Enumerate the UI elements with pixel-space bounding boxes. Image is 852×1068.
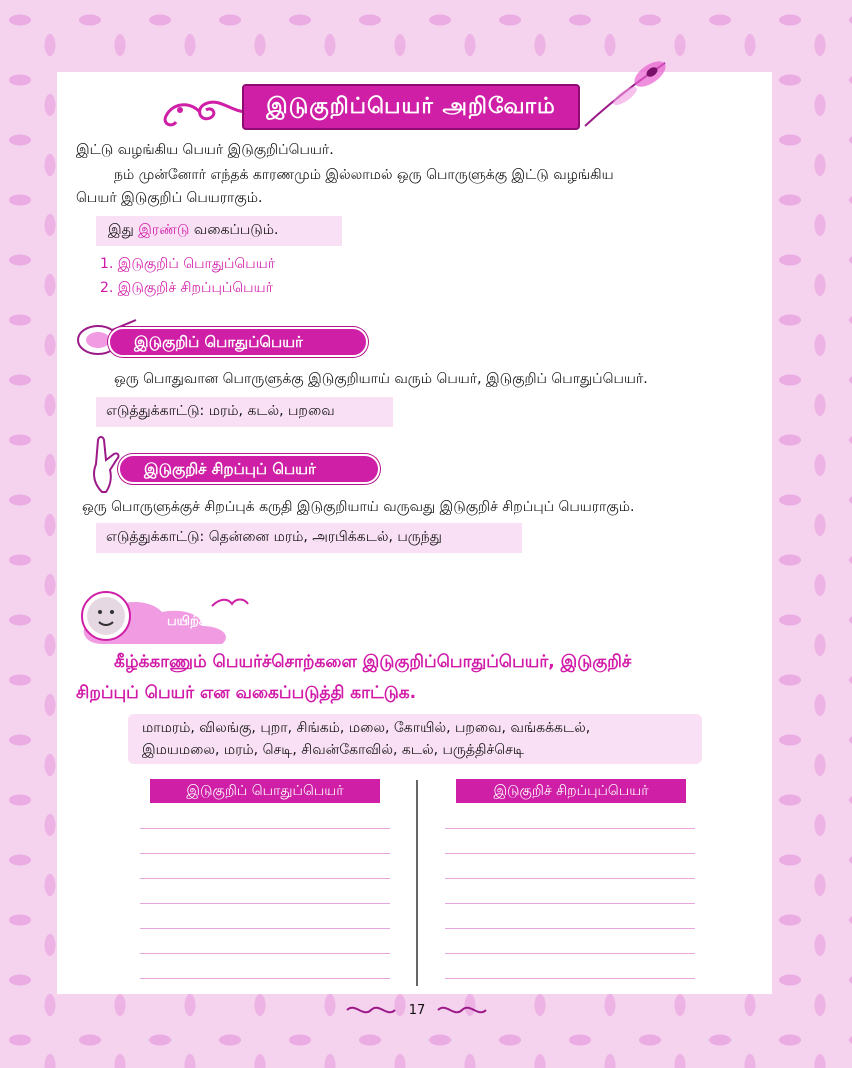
definition-text: ஒரு பொதுவான பொருளுக்கு இடுகுறியாய் வரும் பெயர், இடுகுறிப் பொதுப்பெயர். — [114, 371, 648, 387]
answer-line[interactable] — [140, 878, 390, 879]
list-item: 2. இடுகுறிச் சிறப்புப்பெயர் — [100, 280, 273, 296]
type-count-box — [96, 216, 342, 246]
answer-line[interactable] — [140, 828, 390, 829]
page-header — [160, 70, 670, 140]
definition-text: ஒரு பொருளுக்குச் சிறப்புக் கருதி இடுகுறியாய் வருவது இடுகுறிச் சிறப்புப் பெயராகும். — [82, 499, 635, 515]
example-box: எடுத்துக்காட்டு: தென்னை மரம், அரபிக்கடல், பருந்து — [96, 523, 522, 553]
swirl-ornament-icon — [160, 92, 250, 132]
answer-line[interactable] — [140, 928, 390, 929]
answer-line[interactable] — [445, 928, 695, 929]
list-item: 1. இடுகுறிப் பொதுப்பெயர் — [100, 256, 276, 272]
exercise-cloud-icon — [72, 586, 252, 646]
section-title: இடுகுறிப் பொதுப்பெயர் — [108, 327, 368, 357]
exercise-instruction: கீழ்க்காணும் பெயர்ச்சொற்களை இடுகுறிப்பொதுப்பெயர், இடுகுறிச் — [114, 652, 632, 672]
word-list-box — [128, 714, 702, 764]
word-list-line: மாமரம், விலங்கு, புறா, சிங்கம், மலை, கோயில், பறவை, வங்கக்கடல், — [142, 720, 591, 736]
footer-ornament-icon — [345, 1000, 397, 1020]
answer-line[interactable] — [445, 978, 695, 979]
section-title: இடுகுறிச் சிறப்புப் பெயர் — [118, 454, 380, 484]
answer-line[interactable] — [445, 903, 695, 904]
answer-line[interactable] — [140, 853, 390, 854]
answer-line[interactable] — [445, 828, 695, 829]
column-divider — [416, 780, 418, 986]
column-header-special: இடுகுறிச் சிறப்புப்பெயர் — [456, 779, 686, 803]
type-prefix: இது — [108, 222, 134, 238]
intro-line: இட்டு வழங்கிய பெயர் இடுகுறிப்பெயர். — [76, 142, 334, 158]
column-header-general: இடுகுறிப் பொதுப்பெயர் — [150, 779, 380, 803]
answer-line[interactable] — [445, 853, 695, 854]
intro-line: பெயர் இடுகுறிப் பெயராகும். — [76, 190, 263, 206]
answer-line[interactable] — [140, 953, 390, 954]
footer-ornament-icon — [436, 1000, 488, 1020]
exercise-instruction: சிறப்புப் பெயர் என வகைப்படுத்தி காட்டுக. — [76, 683, 417, 703]
example-box: எடுத்துக்காட்டு: மரம், கடல், பறவை — [96, 397, 393, 427]
exercise-label: பயிற்சி — [167, 614, 210, 629]
page-title: இடுகுறிப்பெயர் அறிவோம் — [242, 84, 580, 130]
page-number: 17 — [408, 1003, 426, 1018]
word-list-line: இமயமலை, மரம், செடி, சிவன்கோவில், கடல், பருத்திச்செடி — [142, 742, 525, 758]
type-count: இரண்டு — [138, 222, 190, 238]
peacock-feather-icon — [580, 58, 670, 128]
intro-line: நம் முன்னோர் எந்தக் காரணமும் இல்லாமல் ஒரு பொருளுக்கு இட்டு வழங்கிய — [114, 167, 614, 183]
type-suffix: வகைப்படும். — [193, 222, 279, 238]
answer-line[interactable] — [140, 978, 390, 979]
answer-line[interactable] — [445, 953, 695, 954]
answer-line[interactable] — [445, 878, 695, 879]
answer-line[interactable] — [140, 903, 390, 904]
